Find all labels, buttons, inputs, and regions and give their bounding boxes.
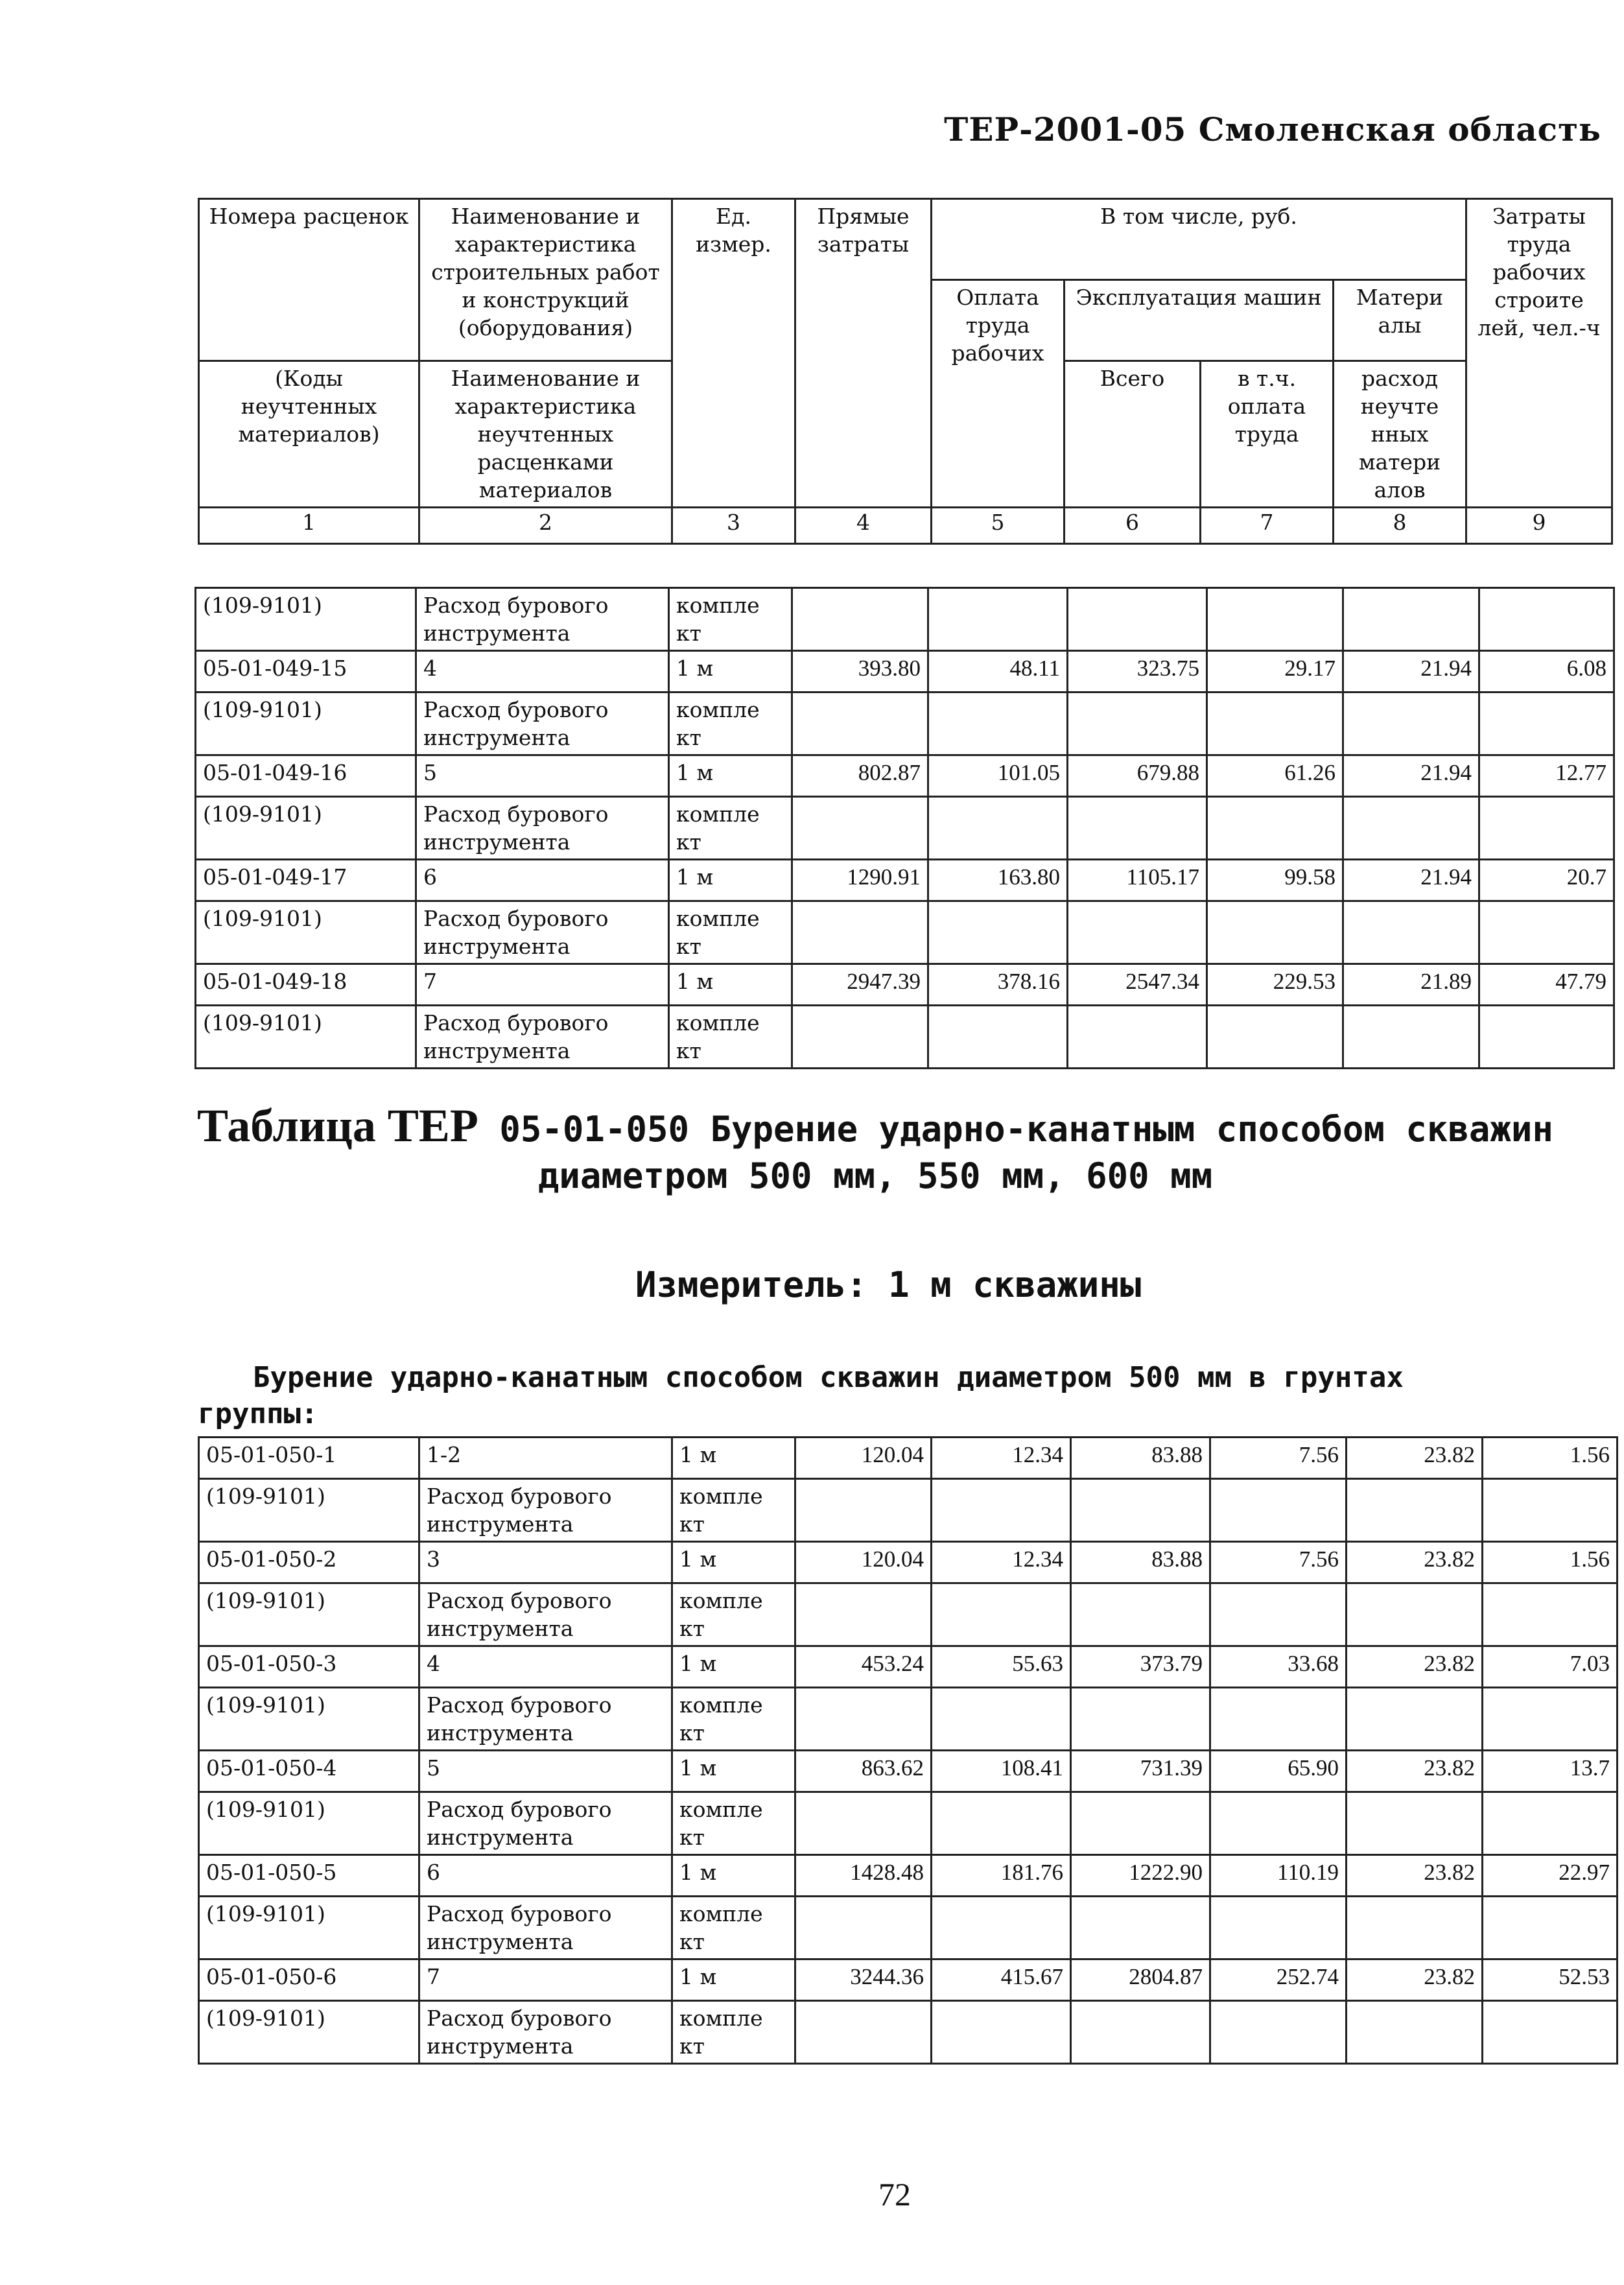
header-work-name: Наименование и характеристика строительных работ и конструкций (оборудования) xyxy=(419,199,672,361)
unit-cell: 1 м xyxy=(669,860,792,901)
group-caption-continued: группы: xyxy=(198,1397,318,1430)
materials-cell xyxy=(1343,1006,1479,1069)
rate-code-cell: 05-01-049-16 xyxy=(196,755,416,797)
direct-cost-cell xyxy=(795,1583,932,1646)
unit-cell: 1 м xyxy=(672,1751,795,1792)
materials-cell: 23.82 xyxy=(1347,1646,1483,1688)
machine-wages-cell xyxy=(1210,1688,1347,1751)
machines-cell: 373.79 xyxy=(1071,1646,1210,1688)
unit-cell: 1 м xyxy=(672,1542,795,1583)
rate-row xyxy=(199,1438,1618,1479)
work-name-cell: 1-2 xyxy=(419,1438,672,1479)
wages-cell: 55.63 xyxy=(932,1646,1071,1688)
machine-wages-cell xyxy=(1210,2001,1347,2064)
direct-cost-cell: 393.80 xyxy=(792,651,928,693)
machines-cell xyxy=(1071,2001,1210,2064)
wages-cell xyxy=(928,693,1068,755)
group-caption: Бурение ударно-канатным способом скважин диаметром 500 мм в грунтах xyxy=(253,1361,1404,1394)
material-row xyxy=(196,797,1614,860)
rate-code-cell: (109-9101) xyxy=(196,693,416,755)
unit-cell: компле кт xyxy=(672,1688,795,1751)
work-name-cell: 6 xyxy=(419,1855,672,1897)
work-name-cell: Расход бурового инструмента xyxy=(416,797,669,860)
machine-wages-cell xyxy=(1207,693,1343,755)
wages-cell: 108.41 xyxy=(932,1751,1071,1792)
unit-cell: 1 м xyxy=(672,1959,795,2001)
col-number: 9 xyxy=(1466,508,1612,544)
column-header-table xyxy=(198,198,1613,545)
wages-cell: 378.16 xyxy=(928,964,1068,1006)
unit-cell: компле кт xyxy=(672,1897,795,1959)
wages-cell: 415.67 xyxy=(932,1959,1071,2001)
machines-cell: 83.88 xyxy=(1071,1438,1210,1479)
rate-code-cell: (109-9101) xyxy=(199,1897,419,1959)
wages-cell xyxy=(932,1792,1071,1855)
rate-code-cell: 05-01-049-18 xyxy=(196,964,416,1006)
rate-code-cell: (109-9101) xyxy=(196,1006,416,1069)
section-title-text: 05-01-050 Бурение ударно-канатным способом скважин диаметром 500 мм, 550 мм, 600 мм xyxy=(499,1109,1553,1196)
machines-cell xyxy=(1071,1688,1210,1751)
machine-wages-cell: 252.74 xyxy=(1210,1959,1347,2001)
wages-cell xyxy=(928,797,1068,860)
machines-cell xyxy=(1068,1006,1207,1069)
rate-code-cell: (109-9101) xyxy=(199,2001,419,2064)
work-name-cell: Расход бурового инструмента xyxy=(419,1688,672,1751)
labor-cell xyxy=(1479,1006,1614,1069)
machines-cell: 1222.90 xyxy=(1071,1855,1210,1897)
rate-code-cell: 05-01-050-2 xyxy=(199,1542,419,1583)
materials-cell: 23.82 xyxy=(1347,1751,1483,1792)
direct-cost-cell: 120.04 xyxy=(795,1438,932,1479)
labor-cell: 1.56 xyxy=(1483,1542,1618,1583)
machines-cell xyxy=(1068,588,1207,651)
col-number: 5 xyxy=(932,508,1065,544)
header-machines: Эксплуатация машин xyxy=(1065,280,1334,361)
header-machines-total: Всего xyxy=(1065,361,1201,508)
materials-cell xyxy=(1347,1479,1483,1542)
unit-cell: компле кт xyxy=(672,2001,795,2064)
rate-code-cell: 05-01-050-6 xyxy=(199,1959,419,2001)
work-name-cell: Расход бурового инструмента xyxy=(419,2001,672,2064)
machines-cell: 731.39 xyxy=(1071,1751,1210,1792)
rate-code-cell: 05-01-050-3 xyxy=(199,1646,419,1688)
materials-cell: 23.82 xyxy=(1347,1438,1483,1479)
wages-cell xyxy=(928,1006,1068,1069)
labor-cell: 47.79 xyxy=(1479,964,1614,1006)
header-wages: Оплата труда рабочих xyxy=(932,280,1065,508)
rate-row xyxy=(196,860,1614,901)
rate-code-cell: 05-01-050-4 xyxy=(199,1751,419,1792)
rate-row xyxy=(196,755,1614,797)
material-row xyxy=(196,901,1614,964)
machine-wages-cell: 110.19 xyxy=(1210,1855,1347,1897)
wages-cell xyxy=(932,1479,1071,1542)
work-name-cell: Расход бурового инструмента xyxy=(416,588,669,651)
machine-wages-cell: 99.58 xyxy=(1207,860,1343,901)
material-row xyxy=(196,693,1614,755)
machines-cell: 323.75 xyxy=(1068,651,1207,693)
labor-cell xyxy=(1483,1792,1618,1855)
machines-cell: 1105.17 xyxy=(1068,860,1207,901)
col-number: 6 xyxy=(1065,508,1201,544)
labor-cell xyxy=(1479,797,1614,860)
materials-cell xyxy=(1347,2001,1483,2064)
materials-cell: 23.82 xyxy=(1347,1959,1483,2001)
direct-cost-cell xyxy=(792,1006,928,1069)
header-unit: Ед. измер. xyxy=(672,199,795,508)
materials-cell xyxy=(1347,1792,1483,1855)
rate-code-cell: (109-9101) xyxy=(196,901,416,964)
direct-cost-cell xyxy=(795,1792,932,1855)
unit-cell: компле кт xyxy=(669,693,792,755)
direct-cost-cell: 1428.48 xyxy=(795,1855,932,1897)
work-name-cell: 4 xyxy=(416,651,669,693)
unit-cell: 1 м xyxy=(672,1438,795,1479)
materials-cell xyxy=(1343,693,1479,755)
unit-cell: 1 м xyxy=(669,651,792,693)
wages-cell xyxy=(932,1583,1071,1646)
header-unaccounted-usage: расход неучте нных матери алов xyxy=(1334,361,1466,508)
machines-cell xyxy=(1068,693,1207,755)
rate-row xyxy=(199,1751,1618,1792)
header-unaccounted-codes: (Коды неучтенных материалов) xyxy=(199,361,419,508)
rate-code-cell: 05-01-049-17 xyxy=(196,860,416,901)
machine-wages-cell xyxy=(1207,1006,1343,1069)
unit-cell: 1 м xyxy=(672,1855,795,1897)
work-name-cell: Расход бурового инструмента xyxy=(419,1479,672,1542)
unit-cell: компле кт xyxy=(672,1583,795,1646)
machines-cell xyxy=(1071,1897,1210,1959)
col-number: 3 xyxy=(672,508,795,544)
wages-cell: 12.34 xyxy=(932,1542,1071,1583)
labor-cell xyxy=(1483,1583,1618,1646)
header-direct-costs: Прямые затраты xyxy=(795,199,932,508)
material-row xyxy=(199,1897,1618,1959)
machine-wages-cell xyxy=(1210,1479,1347,1542)
work-name-cell: 5 xyxy=(419,1751,672,1792)
unit-cell: компле кт xyxy=(669,1006,792,1069)
rates-table-049 xyxy=(194,587,1615,1069)
work-name-cell: Расход бурового инструмента xyxy=(416,693,669,755)
header-including: В том числе, руб. xyxy=(932,199,1466,280)
direct-cost-cell xyxy=(792,588,928,651)
materials-cell xyxy=(1343,901,1479,964)
work-name-cell: Расход бурового инструмента xyxy=(419,1583,672,1646)
rate-code-cell: 05-01-049-15 xyxy=(196,651,416,693)
col-number: 1 xyxy=(199,508,419,544)
direct-cost-cell: 1290.91 xyxy=(792,860,928,901)
machine-wages-cell xyxy=(1207,901,1343,964)
machine-wages-cell xyxy=(1207,588,1343,651)
machines-cell xyxy=(1068,901,1207,964)
machines-cell: 2804.87 xyxy=(1071,1959,1210,2001)
labor-cell xyxy=(1483,1479,1618,1542)
wages-cell: 181.76 xyxy=(932,1855,1071,1897)
header-rate-numbers: Номера расценок xyxy=(199,199,419,361)
machine-wages-cell: 29.17 xyxy=(1207,651,1343,693)
wages-cell xyxy=(928,901,1068,964)
wages-cell: 48.11 xyxy=(928,651,1068,693)
section-title xyxy=(194,1102,1556,1200)
materials-cell xyxy=(1347,1897,1483,1959)
labor-cell xyxy=(1483,1688,1618,1751)
col-number: 2 xyxy=(419,508,672,544)
work-name-cell: 6 xyxy=(416,860,669,901)
work-name-cell: 7 xyxy=(419,1959,672,2001)
labor-cell: 12.77 xyxy=(1479,755,1614,797)
rate-row xyxy=(196,964,1614,1006)
labor-cell: 1.56 xyxy=(1483,1438,1618,1479)
direct-cost-cell: 453.24 xyxy=(795,1646,932,1688)
work-name-cell: Расход бурового инструмента xyxy=(416,901,669,964)
machines-cell xyxy=(1071,1792,1210,1855)
unit-cell: 1 м xyxy=(669,755,792,797)
work-name-cell: Расход бурового инструмента xyxy=(419,1897,672,1959)
page-number: 72 xyxy=(878,2176,911,2212)
machine-wages-cell: 229.53 xyxy=(1207,964,1343,1006)
machine-wages-cell: 7.56 xyxy=(1210,1542,1347,1583)
labor-cell xyxy=(1479,901,1614,964)
labor-cell: 6.08 xyxy=(1479,651,1614,693)
machine-wages-cell: 61.26 xyxy=(1207,755,1343,797)
materials-cell xyxy=(1347,1583,1483,1646)
material-row xyxy=(199,1479,1618,1542)
materials-cell: 21.94 xyxy=(1343,755,1479,797)
rate-code-cell: 05-01-050-1 xyxy=(199,1438,419,1479)
material-row xyxy=(199,1792,1618,1855)
materials-cell: 21.94 xyxy=(1343,860,1479,901)
header-materials: Матери алы xyxy=(1334,280,1466,361)
rate-code-cell: (109-9101) xyxy=(199,1792,419,1855)
rates-table-050 xyxy=(198,1436,1618,2065)
unit-cell: компле кт xyxy=(669,797,792,860)
direct-cost-cell xyxy=(795,1479,932,1542)
labor-cell: 20.7 xyxy=(1479,860,1614,901)
materials-cell xyxy=(1343,588,1479,651)
col-number: 4 xyxy=(795,508,932,544)
unit-cell: компле кт xyxy=(672,1479,795,1542)
materials-cell: 23.82 xyxy=(1347,1542,1483,1583)
work-name-cell: 5 xyxy=(416,755,669,797)
machines-cell xyxy=(1071,1583,1210,1646)
rate-code-cell: (109-9101) xyxy=(199,1479,419,1542)
labor-cell xyxy=(1479,693,1614,755)
rate-row xyxy=(199,1855,1618,1897)
machines-cell: 2547.34 xyxy=(1068,964,1207,1006)
rate-code-cell: (109-9101) xyxy=(196,797,416,860)
unit-cell: 1 м xyxy=(669,964,792,1006)
labor-cell: 52.53 xyxy=(1483,1959,1618,2001)
unit-cell: компле кт xyxy=(669,588,792,651)
direct-cost-cell xyxy=(792,693,928,755)
wages-cell xyxy=(932,1897,1071,1959)
machine-wages-cell xyxy=(1210,1583,1347,1646)
unit-cell: 1 м xyxy=(672,1646,795,1688)
rate-code-cell: (109-9101) xyxy=(196,588,416,651)
labor-cell xyxy=(1483,2001,1618,2064)
labor-cell: 22.97 xyxy=(1483,1855,1618,1897)
wages-cell xyxy=(932,1688,1071,1751)
machine-wages-cell xyxy=(1210,1897,1347,1959)
direct-cost-cell xyxy=(795,2001,932,2064)
header-machines-wages: в т.ч. оплата труда xyxy=(1201,361,1334,508)
direct-cost-cell xyxy=(792,901,928,964)
machine-wages-cell: 65.90 xyxy=(1210,1751,1347,1792)
unit-cell: компле кт xyxy=(669,901,792,964)
machine-wages-cell xyxy=(1210,1792,1347,1855)
work-name-cell: Расход бурового инструмента xyxy=(416,1006,669,1069)
materials-cell xyxy=(1343,797,1479,860)
materials-cell: 21.89 xyxy=(1343,964,1479,1006)
direct-cost-cell: 863.62 xyxy=(795,1751,932,1792)
direct-cost-cell xyxy=(792,797,928,860)
rate-code-cell: (109-9101) xyxy=(199,1688,419,1751)
col-number: 8 xyxy=(1334,508,1466,544)
header-unaccounted-name: Наименование и характеристика неучтенных расценками материалов xyxy=(419,361,672,508)
wages-cell xyxy=(932,2001,1071,2064)
rate-row xyxy=(199,1959,1618,2001)
work-name-cell: Расход бурового инструмента xyxy=(419,1792,672,1855)
machine-wages-cell: 7.56 xyxy=(1210,1438,1347,1479)
page-header: ТЕР-2001-05 Смоленская область xyxy=(944,110,1601,148)
work-name-cell: 3 xyxy=(419,1542,672,1583)
wages-cell: 163.80 xyxy=(928,860,1068,901)
direct-cost-cell: 802.87 xyxy=(792,755,928,797)
materials-cell: 23.82 xyxy=(1347,1855,1483,1897)
work-name-cell: 4 xyxy=(419,1646,672,1688)
labor-cell: 13.7 xyxy=(1483,1751,1618,1792)
rate-row xyxy=(199,1646,1618,1688)
materials-cell xyxy=(1347,1688,1483,1751)
section-title-prefix: Таблица ТЕР xyxy=(197,1100,478,1152)
unit-cell: компле кт xyxy=(672,1792,795,1855)
materials-cell: 21.94 xyxy=(1343,651,1479,693)
labor-cell xyxy=(1479,588,1614,651)
header-labor-costs: Затраты труда рабочих строите лей, чел.-ч xyxy=(1466,199,1612,508)
material-row xyxy=(199,2001,1618,2064)
material-row xyxy=(199,1583,1618,1646)
wages-cell: 12.34 xyxy=(932,1438,1071,1479)
rate-row xyxy=(199,1542,1618,1583)
direct-cost-cell: 120.04 xyxy=(795,1542,932,1583)
machines-cell xyxy=(1068,797,1207,860)
machines-cell: 83.88 xyxy=(1071,1542,1210,1583)
material-row xyxy=(199,1688,1618,1751)
machines-cell: 679.88 xyxy=(1068,755,1207,797)
col-number: 7 xyxy=(1201,508,1334,544)
rate-row xyxy=(196,651,1614,693)
wages-cell xyxy=(928,588,1068,651)
machine-wages-cell xyxy=(1207,797,1343,860)
material-row xyxy=(196,1006,1614,1069)
direct-cost-cell xyxy=(795,1688,932,1751)
labor-cell xyxy=(1483,1897,1618,1959)
wages-cell: 101.05 xyxy=(928,755,1068,797)
direct-cost-cell xyxy=(795,1897,932,1959)
rate-code-cell: (109-9101) xyxy=(199,1583,419,1646)
machines-cell xyxy=(1071,1479,1210,1542)
labor-cell: 7.03 xyxy=(1483,1646,1618,1688)
direct-cost-cell: 3244.36 xyxy=(795,1959,932,2001)
work-name-cell: 7 xyxy=(416,964,669,1006)
machine-wages-cell: 33.68 xyxy=(1210,1646,1347,1688)
rate-code-cell: 05-01-050-5 xyxy=(199,1855,419,1897)
section-meter: Измеритель: 1 м скважины xyxy=(635,1264,1142,1305)
direct-cost-cell: 2947.39 xyxy=(792,964,928,1006)
material-row xyxy=(196,588,1614,651)
